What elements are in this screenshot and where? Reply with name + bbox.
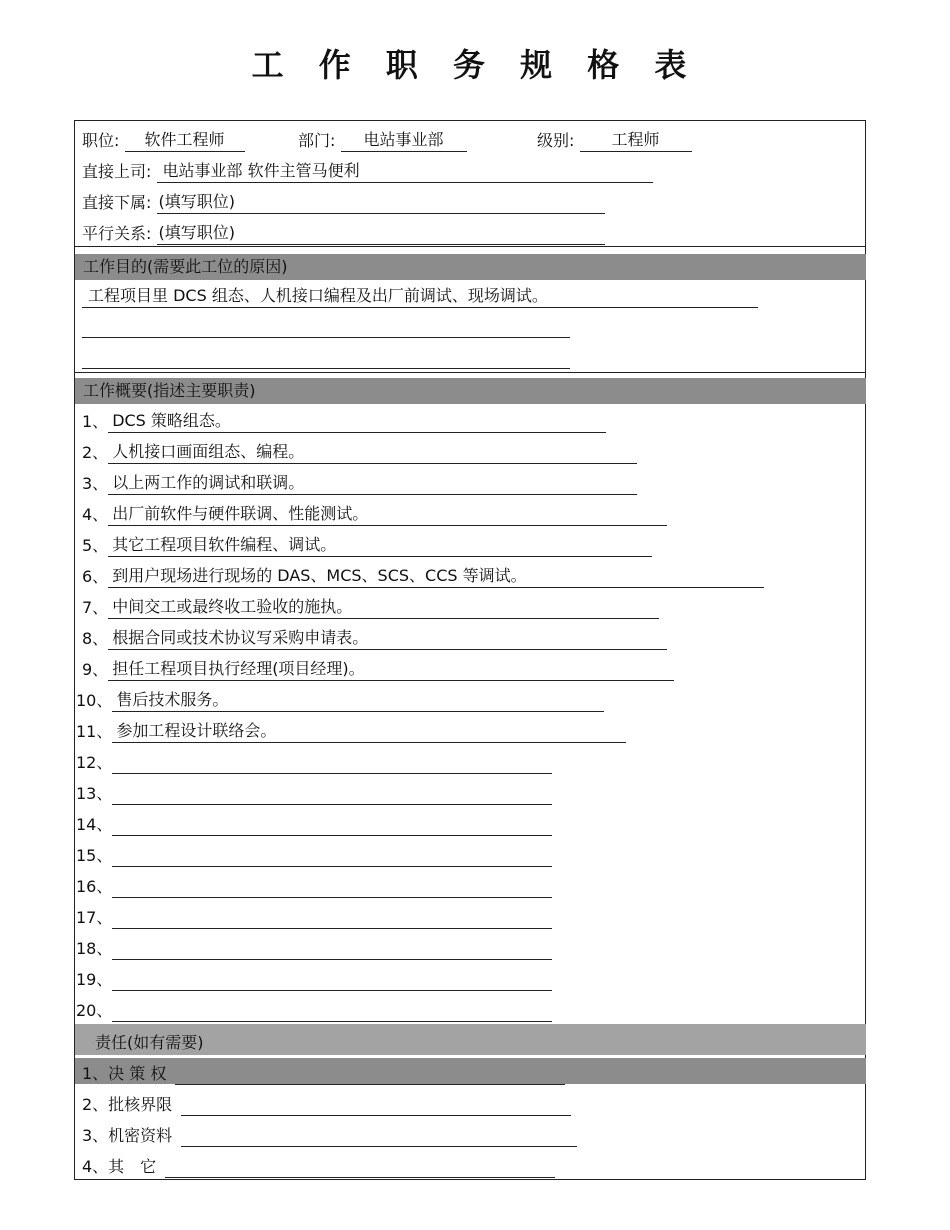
- item-number: 15、: [76, 846, 113, 865]
- item-number: 17、: [76, 908, 113, 927]
- purpose-row: [82, 285, 758, 309]
- responsibility-row: [82, 1124, 577, 1148]
- duty-field[interactable]: [112, 906, 552, 929]
- subordinate-label: 直接下属:: [82, 193, 152, 212]
- parallel-row: [82, 222, 605, 246]
- responsibility-heading: 责任(如有需要): [75, 1024, 866, 1055]
- other-field[interactable]: [165, 1155, 555, 1178]
- duty-field[interactable]: 担任工程项目执行经理(项目经理)。: [108, 658, 674, 681]
- item-number: 8、: [82, 629, 109, 648]
- duty-field[interactable]: 到用户现场进行现场的 DAS、MCS、SCS、CCS 等调试。: [108, 565, 764, 588]
- dept-field[interactable]: 电站事业部: [341, 129, 467, 152]
- duty-field[interactable]: 售后技术服务。: [112, 689, 604, 712]
- item-number: 7、: [82, 598, 109, 617]
- item-number: 9、: [82, 660, 109, 679]
- confidential-field[interactable]: [181, 1124, 577, 1147]
- parallel-field[interactable]: (填写职位): [157, 222, 605, 245]
- duty-field[interactable]: 人机接口画面组态、编程。: [108, 441, 637, 464]
- duty-field[interactable]: 出厂前软件与硬件联调、性能测试。: [108, 503, 667, 526]
- decision-label: 1、决 策 权: [82, 1064, 167, 1083]
- duty-field[interactable]: [112, 937, 552, 960]
- item-number: 13、: [76, 784, 113, 803]
- duty-field[interactable]: [112, 751, 552, 774]
- supervisor-row: [82, 160, 653, 184]
- list-item: [76, 968, 552, 992]
- responsibility-row: [82, 1062, 565, 1086]
- level-row: [537, 129, 692, 153]
- list-item: [82, 534, 652, 558]
- duty-field[interactable]: [112, 999, 552, 1022]
- dept-row: [298, 129, 467, 153]
- purpose-heading: 工作目的(需要此工位的原因): [75, 254, 866, 280]
- list-item: [76, 720, 626, 744]
- list-item: [82, 472, 637, 496]
- supervisor-label: 直接上司:: [82, 162, 152, 181]
- divider: [75, 372, 866, 373]
- item-number: 20、: [76, 1001, 113, 1020]
- parallel-label: 平行关系:: [82, 224, 152, 243]
- list-item: [76, 875, 552, 899]
- duty-field[interactable]: [112, 782, 552, 805]
- list-item: [76, 782, 552, 806]
- position-field[interactable]: 软件工程师: [125, 129, 245, 152]
- item-number: 18、: [76, 939, 113, 958]
- duty-field[interactable]: [112, 968, 552, 991]
- item-number: 19、: [76, 970, 113, 989]
- list-item: [82, 658, 674, 682]
- dept-label: 部门:: [298, 131, 336, 150]
- duty-field[interactable]: [112, 813, 552, 836]
- list-item: [76, 844, 552, 868]
- supervisor-field[interactable]: 电站事业部 软件主管马便利: [157, 160, 653, 183]
- position-row: [82, 129, 245, 153]
- purpose-blank-line[interactable]: [82, 337, 570, 338]
- level-label: 级别:: [537, 131, 575, 150]
- item-number: 14、: [76, 815, 113, 834]
- subordinate-field[interactable]: (填写职位): [157, 191, 605, 214]
- duty-field[interactable]: DCS 策略组态。: [108, 410, 606, 433]
- duty-field[interactable]: [112, 875, 552, 898]
- purpose-field[interactable]: 工程项目里 DCS 组态、人机接口编程及出厂前调试、现场调试。: [82, 285, 758, 308]
- list-item: [76, 937, 552, 961]
- list-item: [76, 751, 552, 775]
- list-item: [82, 503, 667, 527]
- other-label: 4、其 它: [82, 1157, 157, 1176]
- list-item: [82, 410, 606, 434]
- list-item: [76, 999, 552, 1023]
- approval-limit-label: 2、批核界限: [82, 1095, 173, 1114]
- page-title: 工 作 职 务 规 格 表: [251, 46, 699, 84]
- duty-field[interactable]: 中间交工或最终收工验收的施执。: [108, 596, 659, 619]
- list-item: [76, 813, 552, 837]
- list-item: [76, 906, 552, 930]
- item-number: 10、: [76, 691, 113, 710]
- approval-limit-field[interactable]: [181, 1093, 571, 1116]
- purpose-blank-line[interactable]: [82, 368, 570, 369]
- level-field[interactable]: 工程师: [580, 129, 692, 152]
- duty-field[interactable]: [112, 844, 552, 867]
- duty-field[interactable]: 参加工程设计联络会。: [112, 720, 626, 743]
- item-number: 16、: [76, 877, 113, 896]
- item-number: 11、: [76, 722, 113, 741]
- position-label: 职位:: [82, 131, 120, 150]
- summary-heading: 工作概要(指述主要职责): [75, 378, 866, 404]
- item-number: 12、: [76, 753, 113, 772]
- responsibility-row: [82, 1093, 571, 1117]
- list-item: [82, 441, 637, 465]
- divider: [75, 246, 866, 247]
- list-item: [82, 596, 659, 620]
- duty-field[interactable]: 以上两工作的调试和联调。: [108, 472, 637, 495]
- item-number: 6、: [82, 567, 109, 586]
- item-number: 1、: [82, 412, 109, 431]
- item-number: 5、: [82, 536, 109, 555]
- item-number: 4、: [82, 505, 109, 524]
- decision-field[interactable]: [175, 1062, 565, 1085]
- item-number: 3、: [82, 474, 109, 493]
- responsibility-row: [82, 1155, 555, 1179]
- duty-field[interactable]: 根据合同或技术协议写采购申请表。: [108, 627, 667, 650]
- confidential-label: 3、机密资料: [82, 1126, 173, 1145]
- list-item: [76, 689, 604, 713]
- list-item: [82, 565, 764, 589]
- subordinate-row: [82, 191, 605, 215]
- item-number: 2、: [82, 443, 109, 462]
- list-item: [82, 627, 667, 651]
- duty-field[interactable]: 其它工程项目软件编程、调试。: [108, 534, 652, 557]
